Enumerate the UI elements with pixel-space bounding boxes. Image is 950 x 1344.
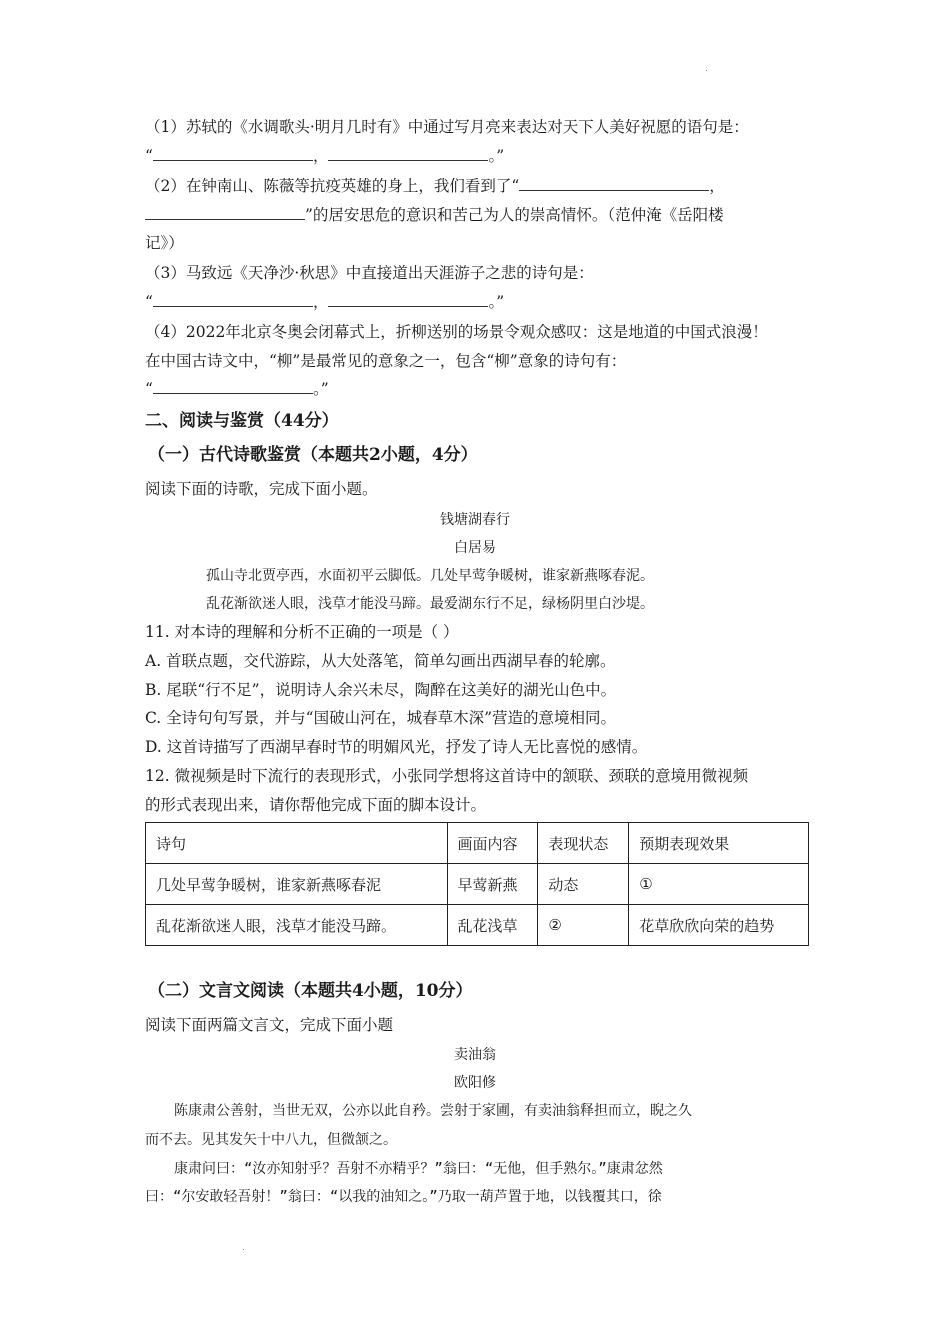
table-cell: 乱花渐欲迷人眼，浅草才能没马蹄。 — [146, 905, 448, 946]
table-cell[interactable]: ① — [629, 864, 809, 905]
answer-blank[interactable] — [153, 146, 313, 161]
prose-line: 而不去。见其发矢十中八九，但微颔之。 — [145, 1132, 397, 1148]
prose-line: 曰：“尔安敢轻吾射！”翁曰：“以我的油知之。”乃取一葫芦置于地，以钱覆其口，徐 — [145, 1189, 662, 1205]
q11-option-a[interactable]: A. 首联点题，交代游踪，从大处落笔，简单勾画出西湖早春的轮廓。 — [145, 652, 616, 670]
subsection-heading: （一）古代诗歌鉴赏（本题共2小题，4分） — [148, 445, 478, 465]
poem-title: 钱塘湖春行 — [440, 512, 510, 528]
table-cell[interactable]: ② — [538, 905, 629, 946]
answer-blank[interactable] — [519, 176, 709, 191]
q3-prompt: （3）马致远《天净沙·秋思》中直接道出天涯游子之悲的诗句是： — [145, 264, 594, 282]
scan-dot — [706, 70, 707, 71]
q11-option-b[interactable]: B. 尾联“行不足”，说明诗人余兴未尽，陶醉在这美好的湖光山色中。 — [145, 681, 617, 699]
section-heading: 二、阅读与鉴赏（44分） — [145, 411, 339, 431]
answer-blank[interactable] — [328, 146, 488, 161]
q3-answer-line: “ ， 。” — [145, 293, 505, 311]
instruction: 阅读下面两篇文言文，完成下面小题 — [145, 1016, 394, 1034]
q12-stem-2: 的形式表现出来，请你帮他完成下面的脚本设计。 — [145, 796, 487, 814]
prose-title: 卖油翁 — [454, 1047, 496, 1063]
table-header-cell: 表现状态 — [538, 823, 629, 864]
table-row — [146, 864, 809, 905]
table-cell: 动态 — [538, 864, 629, 905]
table-row — [146, 905, 809, 946]
poem-line: 乱花渐欲迷人眼，浅草才能没马蹄。最爱湖东行不足，绿杨阴里白沙堤。 — [206, 596, 654, 612]
prose-line: 陈康肃公善射，当世无双，公亦以此自矜。尝射于家圃，有卖油翁释担而立，睨之久 — [174, 1103, 692, 1119]
prose-line: 康肃问曰：“汝亦知射乎？吾射不亦精乎？”翁曰：“无他，但手熟尔。”康肃忿然 — [174, 1161, 663, 1177]
poem-author: 白居易 — [454, 540, 496, 556]
poem-line: 孤山寺北贾亭西，水面初平云脚低。几处早莺争暖树，谁家新燕啄春泥。 — [206, 568, 654, 584]
q11-option-c[interactable]: C. 全诗句句写景，并与“国破山河在，城春草木深”营造的意境相同。 — [145, 709, 617, 727]
table-cell: 早莺新燕 — [447, 864, 538, 905]
q2-source: 记》） — [145, 234, 184, 252]
table-cell: 乱花浅草 — [447, 905, 538, 946]
q4-prompt: （4）2022年北京冬奥会闭幕式上，折柳送别的场景令观众感叹：这是地道的中国式浪漫！ — [145, 323, 768, 341]
table-header-cell: 画面内容 — [447, 823, 538, 864]
q11-stem: 11. 对本诗的理解和分析不正确的一项是（ ） — [145, 623, 459, 641]
script-design-table — [145, 822, 809, 946]
scan-dot — [243, 1249, 244, 1250]
q1-answer-line: “ ， 。” — [145, 147, 505, 165]
table-cell: 花草欣欣向荣的趋势 — [629, 905, 809, 946]
answer-blank[interactable] — [153, 292, 313, 307]
table-header-row — [146, 823, 809, 864]
answer-blank[interactable] — [153, 379, 313, 394]
answer-blank[interactable] — [328, 292, 488, 307]
q1-prompt: （1）苏轼的《水调歌头·明月几时有》中通过写月亮来表达对天下人美好祝愿的语句是： — [145, 118, 749, 136]
q11-option-d[interactable]: D. 这首诗描写了西湖早春时节的明媚风光，抒发了诗人无比喜悦的感情。 — [145, 738, 648, 756]
table-header-cell: 诗句 — [146, 823, 448, 864]
table-cell: 几处早莺争暖树，谁家新燕啄春泥 — [146, 864, 448, 905]
q2-answer-line: ”的居安思危的意识和苦己为人的崇高情怀。（范仲淹《岳阳楼 — [145, 205, 724, 225]
answer-blank[interactable] — [145, 205, 305, 220]
q2-prompt: （2）在钟南山、陈薇等抗疫英雄的身上，我们看到了“ ， — [145, 177, 725, 195]
q4-prompt-2: 在中国古诗文中，“柳”是最常见的意象之一，包含“柳”意象的诗句有： — [145, 352, 627, 370]
q12-stem: 12. 微视频是时下流行的表现形式，小张同学想将这首诗中的颔联、颈联的意境用微视频 — [145, 767, 749, 785]
prose-author: 欧阳修 — [454, 1075, 496, 1091]
q4-answer-line: “ 。” — [145, 380, 329, 398]
subsection-heading: （二）文言文阅读（本题共4小题，10分） — [148, 981, 473, 1001]
table-header-cell: 预期表现效果 — [629, 823, 809, 864]
instruction: 阅读下面的诗歌，完成下面小题。 — [145, 480, 378, 498]
